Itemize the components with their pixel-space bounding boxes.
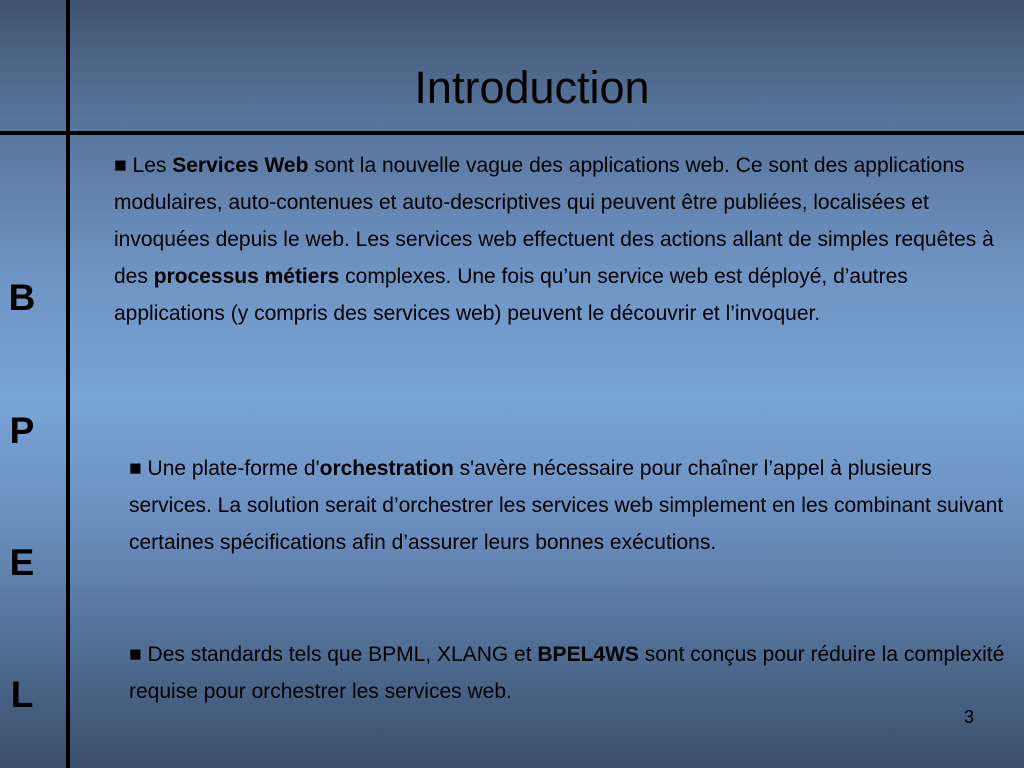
bold-term: BPEL4WS: [537, 643, 639, 666]
horizontal-divider: [0, 131, 1024, 135]
page-number: 3: [963, 707, 974, 727]
side-letter-b: B: [8, 277, 36, 318]
bullet-icon: ■: [129, 643, 142, 666]
bold-term: Services Web: [172, 154, 309, 177]
paragraph-standards: [129, 636, 1009, 710]
bullet-icon: ■: [129, 457, 142, 480]
side-letter-e: E: [9, 542, 35, 583]
text-segment: complexes. Une fois qu’un service web est déployé, d’autres applications (y compris des services web) peuvent le découvrir et l’invoquer.: [114, 265, 908, 325]
slide-title: Introduction: [414, 62, 650, 114]
text-segment: Des standards tels que BPML, XLANG et: [141, 643, 538, 666]
bold-term: orchestration: [319, 457, 454, 480]
bold-term: processus métiers: [153, 265, 340, 288]
text-segment: Les: [126, 154, 173, 177]
text-segment: sont conçus pour réduire la complexité requise pour orchestrer les services web.: [129, 643, 1005, 703]
text-segment: Une plate-forme d': [141, 457, 320, 480]
text-segment: sont la nouvelle vague des applications web. Ce sont des applications modulaires, auto-contenues et auto-descriptives qui peuvent être publiées, localisées et invoquées depuis le web. Les services web effectuent des actions allant de simples requêtes à des: [114, 154, 994, 288]
text-segment: s'avère nécessaire pour chaîner l’appel à plusieurs services. La solution serait d’orchestrer les services web simplement en les combinant suivant certaines spécifications afin d’assurer leurs bonnes exécutions.: [129, 457, 1004, 554]
paragraph-orchestration: [129, 450, 1009, 561]
bullet-icon: ■: [114, 154, 127, 177]
paragraph-services-web: [114, 147, 994, 332]
side-letter-p: P: [9, 410, 35, 451]
side-letter-l: L: [10, 674, 34, 715]
